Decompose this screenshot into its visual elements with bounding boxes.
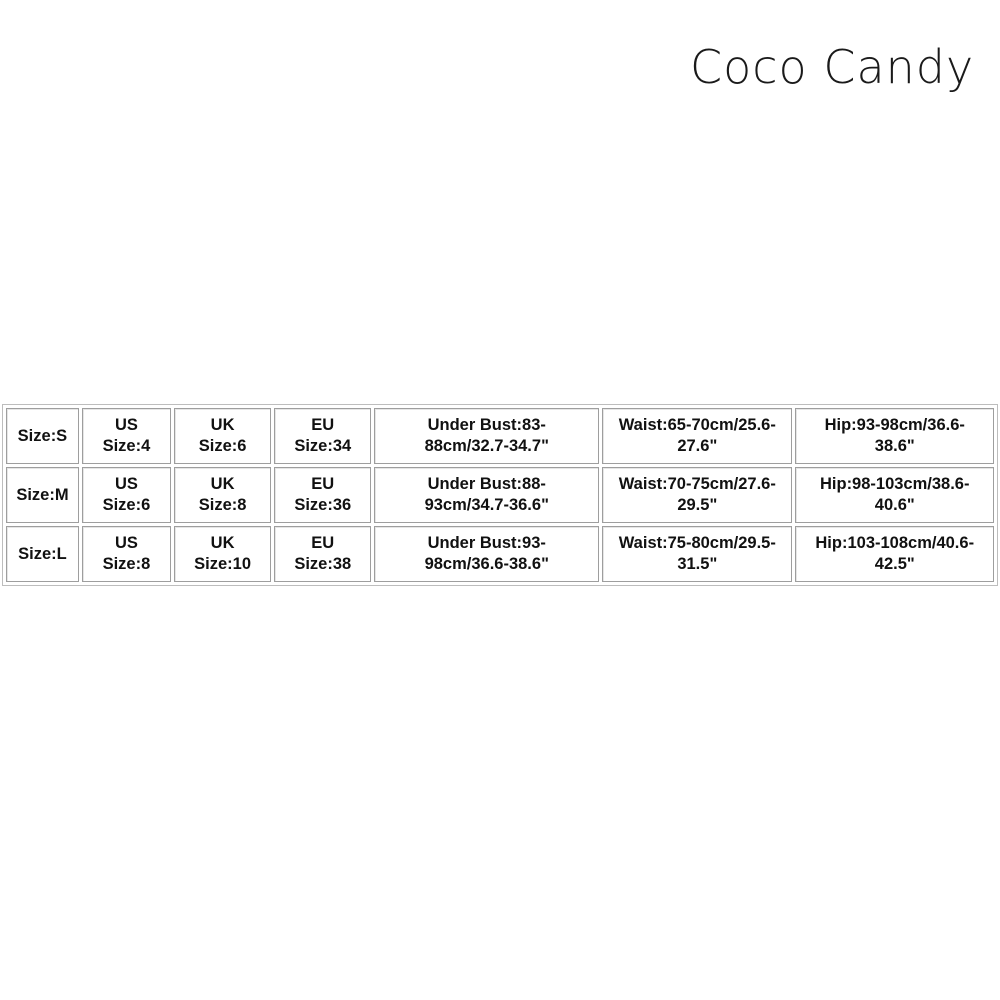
size-cell: Size:M: [6, 467, 79, 523]
table-row: [6, 526, 994, 582]
uk-size-cell: UK Size:10: [174, 526, 271, 582]
waist-cell: Waist:75-80cm/29.5- 31.5": [602, 526, 792, 582]
size-cell: Size:S: [6, 408, 79, 464]
size-cell: Size:L: [6, 526, 79, 582]
brand-logo-text: Coco Candy: [690, 40, 975, 94]
under-bust-cell: Under Bust:83- 88cm/32.7-34.7": [374, 408, 599, 464]
eu-size-cell: EU Size:38: [274, 526, 371, 582]
us-size-cell: US Size:6: [82, 467, 171, 523]
us-size-cell: US Size:4: [82, 408, 171, 464]
eu-size-cell: EU Size:34: [274, 408, 371, 464]
hip-cell: Hip:103-108cm/40.6- 42.5": [795, 526, 994, 582]
table-row: [6, 467, 994, 523]
uk-size-cell: UK Size:6: [174, 408, 271, 464]
hip-cell: Hip:93-98cm/36.6- 38.6": [795, 408, 994, 464]
under-bust-cell: Under Bust:93- 98cm/36.6-38.6": [374, 526, 599, 582]
waist-cell: Waist:65-70cm/25.6- 27.6": [602, 408, 792, 464]
size-chart-table: [2, 404, 998, 586]
under-bust-cell: Under Bust:88- 93cm/34.7-36.6": [374, 467, 599, 523]
table-row: [6, 408, 994, 464]
waist-cell: Waist:70-75cm/27.6- 29.5": [602, 467, 792, 523]
hip-cell: Hip:98-103cm/38.6- 40.6": [795, 467, 994, 523]
eu-size-cell: EU Size:36: [274, 467, 371, 523]
us-size-cell: US Size:8: [82, 526, 171, 582]
uk-size-cell: UK Size:8: [174, 467, 271, 523]
